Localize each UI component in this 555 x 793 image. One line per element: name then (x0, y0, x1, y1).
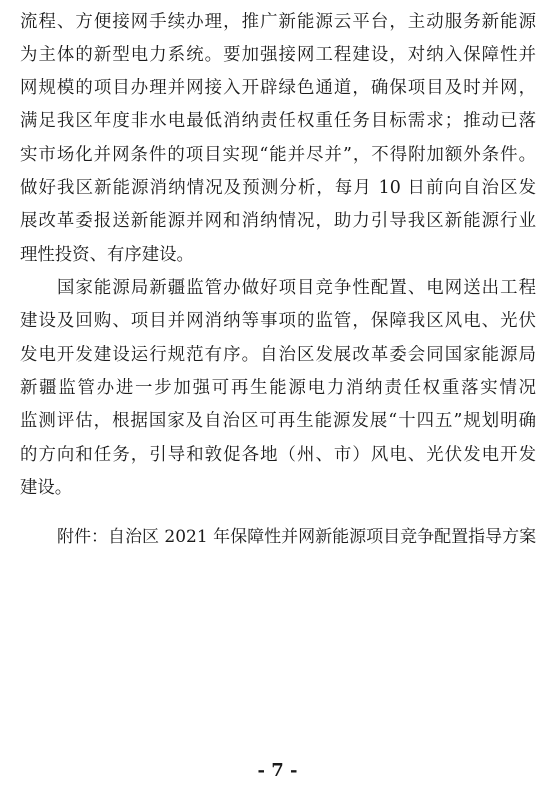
paragraph1-line-7: 展改革委报送新能源并网和消纳情况，助力引导我区新能源行业 (20, 211, 536, 231)
paragraph2-line-4: 新疆监管办进一步加强可再生能源电力消纳责任权重落实情况 (20, 378, 536, 398)
paragraph1-line-4: 满足我区年度非水电最低消纳责任权重任务目标需求；推动已落 (20, 111, 536, 131)
paragraph2-line-5: 监测评估，根据国家及自治区可再生能源发展“十四五”规划明确 (20, 411, 536, 431)
paragraph1-line-3: 网规模的项目办理并网接入开辟绿色通道，确保项目及时并网， (20, 78, 536, 98)
paragraph2-line-3: 发电开发建设运行规范有序。自治区发展改革委会同国家能源局 (20, 345, 536, 365)
page-number: - 7 - (257, 760, 298, 781)
paragraph2-line-1: 国家能源局新疆监管办做好项目竞争性配置、电网送出工程 (57, 278, 536, 298)
paragraph2-line-7: 建设。 (20, 478, 73, 498)
paragraph1-line-2: 为主体的新型电力系统。要加强接网工程建设，对纳入保障性并 (20, 45, 536, 65)
paragraph1-line-5: 实市场化并网条件的项目实现“能并尽并”，不得附加额外条件。 (20, 145, 536, 165)
paragraph1-line-8: 理性投资、有序建设。 (20, 245, 194, 265)
attachment-note: 附件：自治区 2021 年保障性并网新能源项目竞争配置指导方案 (57, 527, 537, 547)
paragraph1-line-1: 流程、方便接网手续办理，推广新能源云平台，主动服务新能源 (20, 12, 536, 32)
paragraph2-line-6: 的方向和任务，引导和敦促各地（州、市）风电、光伏发电开发 (20, 445, 536, 465)
paragraph2-line-2: 建设及回购、项目并网消纳等事项的监管，保障我区风电、光伏 (20, 311, 536, 331)
paragraph1-line-6: 做好我区新能源消纳情况及预测分析，每月 10 日前向自治区发 (20, 178, 536, 198)
